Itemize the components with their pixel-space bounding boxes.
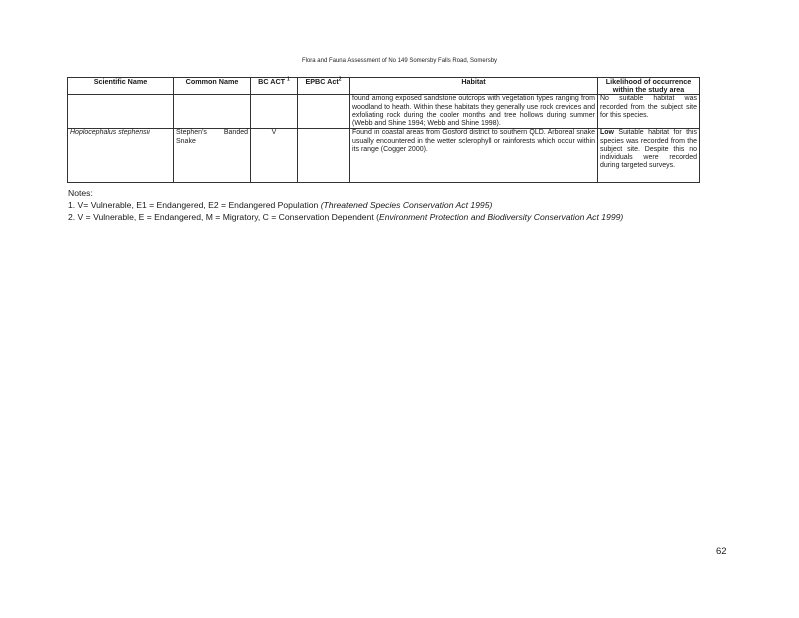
likelihood-text: No suitable habitat was recorded from the subject site for this species. [600,95,697,119]
likelihood-text: Suitable habitat for this species was recorded from the subject site. Despite this no individuals were recorded during targeted surveys. [600,129,697,170]
cell-bc-act: V [251,129,298,183]
header-habitat: Habitat [350,78,598,95]
cell-common-name [174,95,251,129]
table-header-row [68,78,700,95]
cell-likelihood [598,129,700,183]
cell-bc-act [251,95,298,129]
likelihood-rating: Low [600,129,614,137]
header-bc-act-footnote: 1 [287,76,290,83]
header-common-name: Common Name [174,78,251,95]
header-bc-act [251,78,298,95]
note-2 [68,211,623,223]
cell-likelihood [598,95,700,129]
header-epbc-act-label: EPBC Act [305,77,339,86]
cell-habitat: found among exposed sandstone outcrops with vegetation types ranging from woodland to heath. Within these habitats they generally use rock crevices and exfoliating rock during the cooler months and tree hollows during summer (Webb and Shine 1994; Webb and Shine 1998). [350,95,598,129]
header-scientific-name: Scientific Name [68,78,174,95]
cell-scientific-name [68,95,174,129]
header-epbc-act [298,78,350,95]
cell-epbc-act [298,129,350,183]
note-1-text: 1. V= Vulnerable, E1 = Endangered, E2 = Endangered Population [68,200,321,211]
table-row [68,95,700,129]
cell-habitat: Found in coastal areas from Gosford district to southern QLD. Arboreal snake usually encountered in the wetter sclerophyll or rainforests which occur within its range (Cogger 2000). [350,129,598,183]
notes-section [68,187,623,224]
cell-epbc-act [298,95,350,129]
species-table [67,77,700,183]
note-1-act: (Threatened Species Conservation Act 1995) [320,200,493,211]
header-bc-act-label: BC ACT [258,77,286,86]
table-row [68,129,700,183]
header-likelihood: Likelihood of occurrence within the study area [598,78,700,95]
cell-scientific-name: Hoplocephalus stephensii [68,129,174,183]
page-number: 62 [716,546,727,557]
note-1 [68,199,623,211]
note-2-text: 2. V = Vulnerable, E = Endangered, M = Migratory, C = Conservation Dependent ( [68,212,379,223]
cell-common-name: Stephen's Banded Snake [174,129,251,183]
notes-title: Notes: [68,188,93,198]
note-2-act: Environment Protection and Biodiversity Conservation Act 1999) [378,212,624,223]
header-epbc-act-footnote: 2 [338,76,342,83]
page-header: Flora and Fauna Assessment of No 149 Somersby Falls Road, Somersby [301,58,498,64]
